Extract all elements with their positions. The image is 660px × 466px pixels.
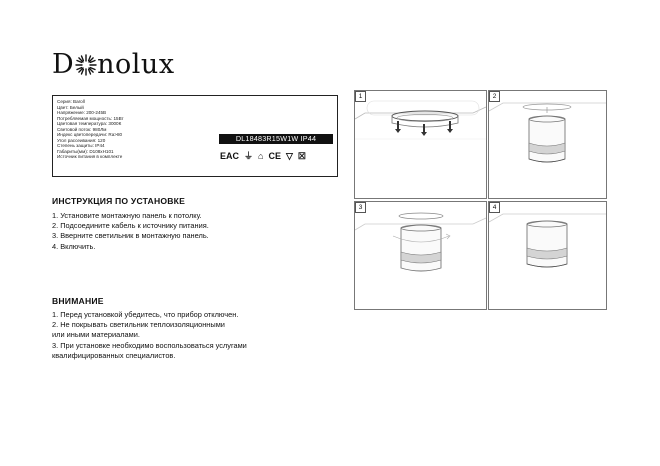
spec-line: Угол рассеивания: 120 bbox=[57, 137, 106, 143]
list-item: 4. Включить. bbox=[52, 241, 96, 251]
spec-line: Напряжение: 200-245В bbox=[57, 110, 107, 115]
installed-light-diagram bbox=[489, 202, 606, 309]
mounting-plate-diagram bbox=[355, 91, 486, 198]
spec-line: Световой поток: 980Лм bbox=[57, 126, 107, 132]
cable-connection-diagram bbox=[489, 91, 606, 198]
spec-line: Серия: Baroll bbox=[57, 99, 85, 104]
spec-line: Индекс цветопередачи: Ra>80 bbox=[57, 132, 123, 137]
spec-line: Цветовая температура: 3000К bbox=[57, 121, 122, 126]
install-list bbox=[52, 211, 209, 252]
warning-heading: ВНИМАНИЕ bbox=[52, 296, 104, 306]
spec-line: Потребляемая мощность: 15Вт bbox=[57, 115, 124, 121]
spec-line: Источник питания в комплекте bbox=[57, 154, 123, 159]
indoor-mark-icon: ⌂ bbox=[258, 151, 264, 161]
list-item: или иными материалами. bbox=[52, 330, 140, 340]
list-item: 3. Вверните светильник в монтажную панель. bbox=[52, 231, 209, 241]
panel-number: 1 bbox=[355, 91, 366, 102]
list-item: 2. Не покрывать светильник теплоизоляционными bbox=[52, 320, 225, 330]
weee-mark-icon: ☒ bbox=[297, 151, 306, 161]
ce-mark-icon: CE bbox=[268, 151, 281, 161]
warning-list bbox=[52, 310, 247, 361]
spec-list bbox=[57, 99, 124, 160]
brand-logo bbox=[52, 50, 175, 80]
logo-suffix: nolux bbox=[97, 49, 175, 80]
list-item: 1. Установите монтажную панель к потолку. bbox=[52, 211, 202, 220]
panel-number: 2 bbox=[489, 91, 500, 102]
diagram-panel-3 bbox=[354, 201, 487, 310]
f-mark-icon: ▽ bbox=[285, 151, 293, 161]
diagram-panel-2 bbox=[488, 90, 607, 199]
model-label: DL18483R15W1W IP44 bbox=[219, 134, 333, 144]
diagram-panel-1 bbox=[354, 90, 487, 199]
diagram-panel-4 bbox=[488, 201, 607, 310]
spec-line: Степень защиты: IP44 bbox=[57, 143, 105, 148]
panel-number: 4 bbox=[489, 202, 500, 213]
install-heading: ИНСТРУКЦИЯ ПО УСТАНОВКЕ bbox=[52, 196, 186, 206]
list-item: 3. При установке необходимо воспользоваться услугами bbox=[52, 340, 247, 350]
spec-line: Цвет: Белый bbox=[57, 104, 84, 110]
spec-box bbox=[52, 95, 338, 177]
screw-in-diagram bbox=[355, 202, 486, 309]
eac-mark-icon: EAC bbox=[220, 151, 240, 161]
logo-prefix: D bbox=[52, 49, 75, 80]
list-item: 2. Подсоедините кабель к источнику питания. bbox=[52, 221, 209, 231]
panel-number: 3 bbox=[355, 202, 366, 213]
list-item: 1. Перед установкой убедитесь, что прибор отключен. bbox=[52, 310, 239, 319]
list-item: квалифицированных специалистов. bbox=[52, 350, 176, 360]
ground-mark-icon: ⏚ bbox=[244, 151, 254, 161]
spec-line: Габариты(мм): D108xH101 bbox=[57, 148, 114, 154]
sun-icon bbox=[75, 54, 97, 76]
certification-marks bbox=[220, 151, 306, 162]
